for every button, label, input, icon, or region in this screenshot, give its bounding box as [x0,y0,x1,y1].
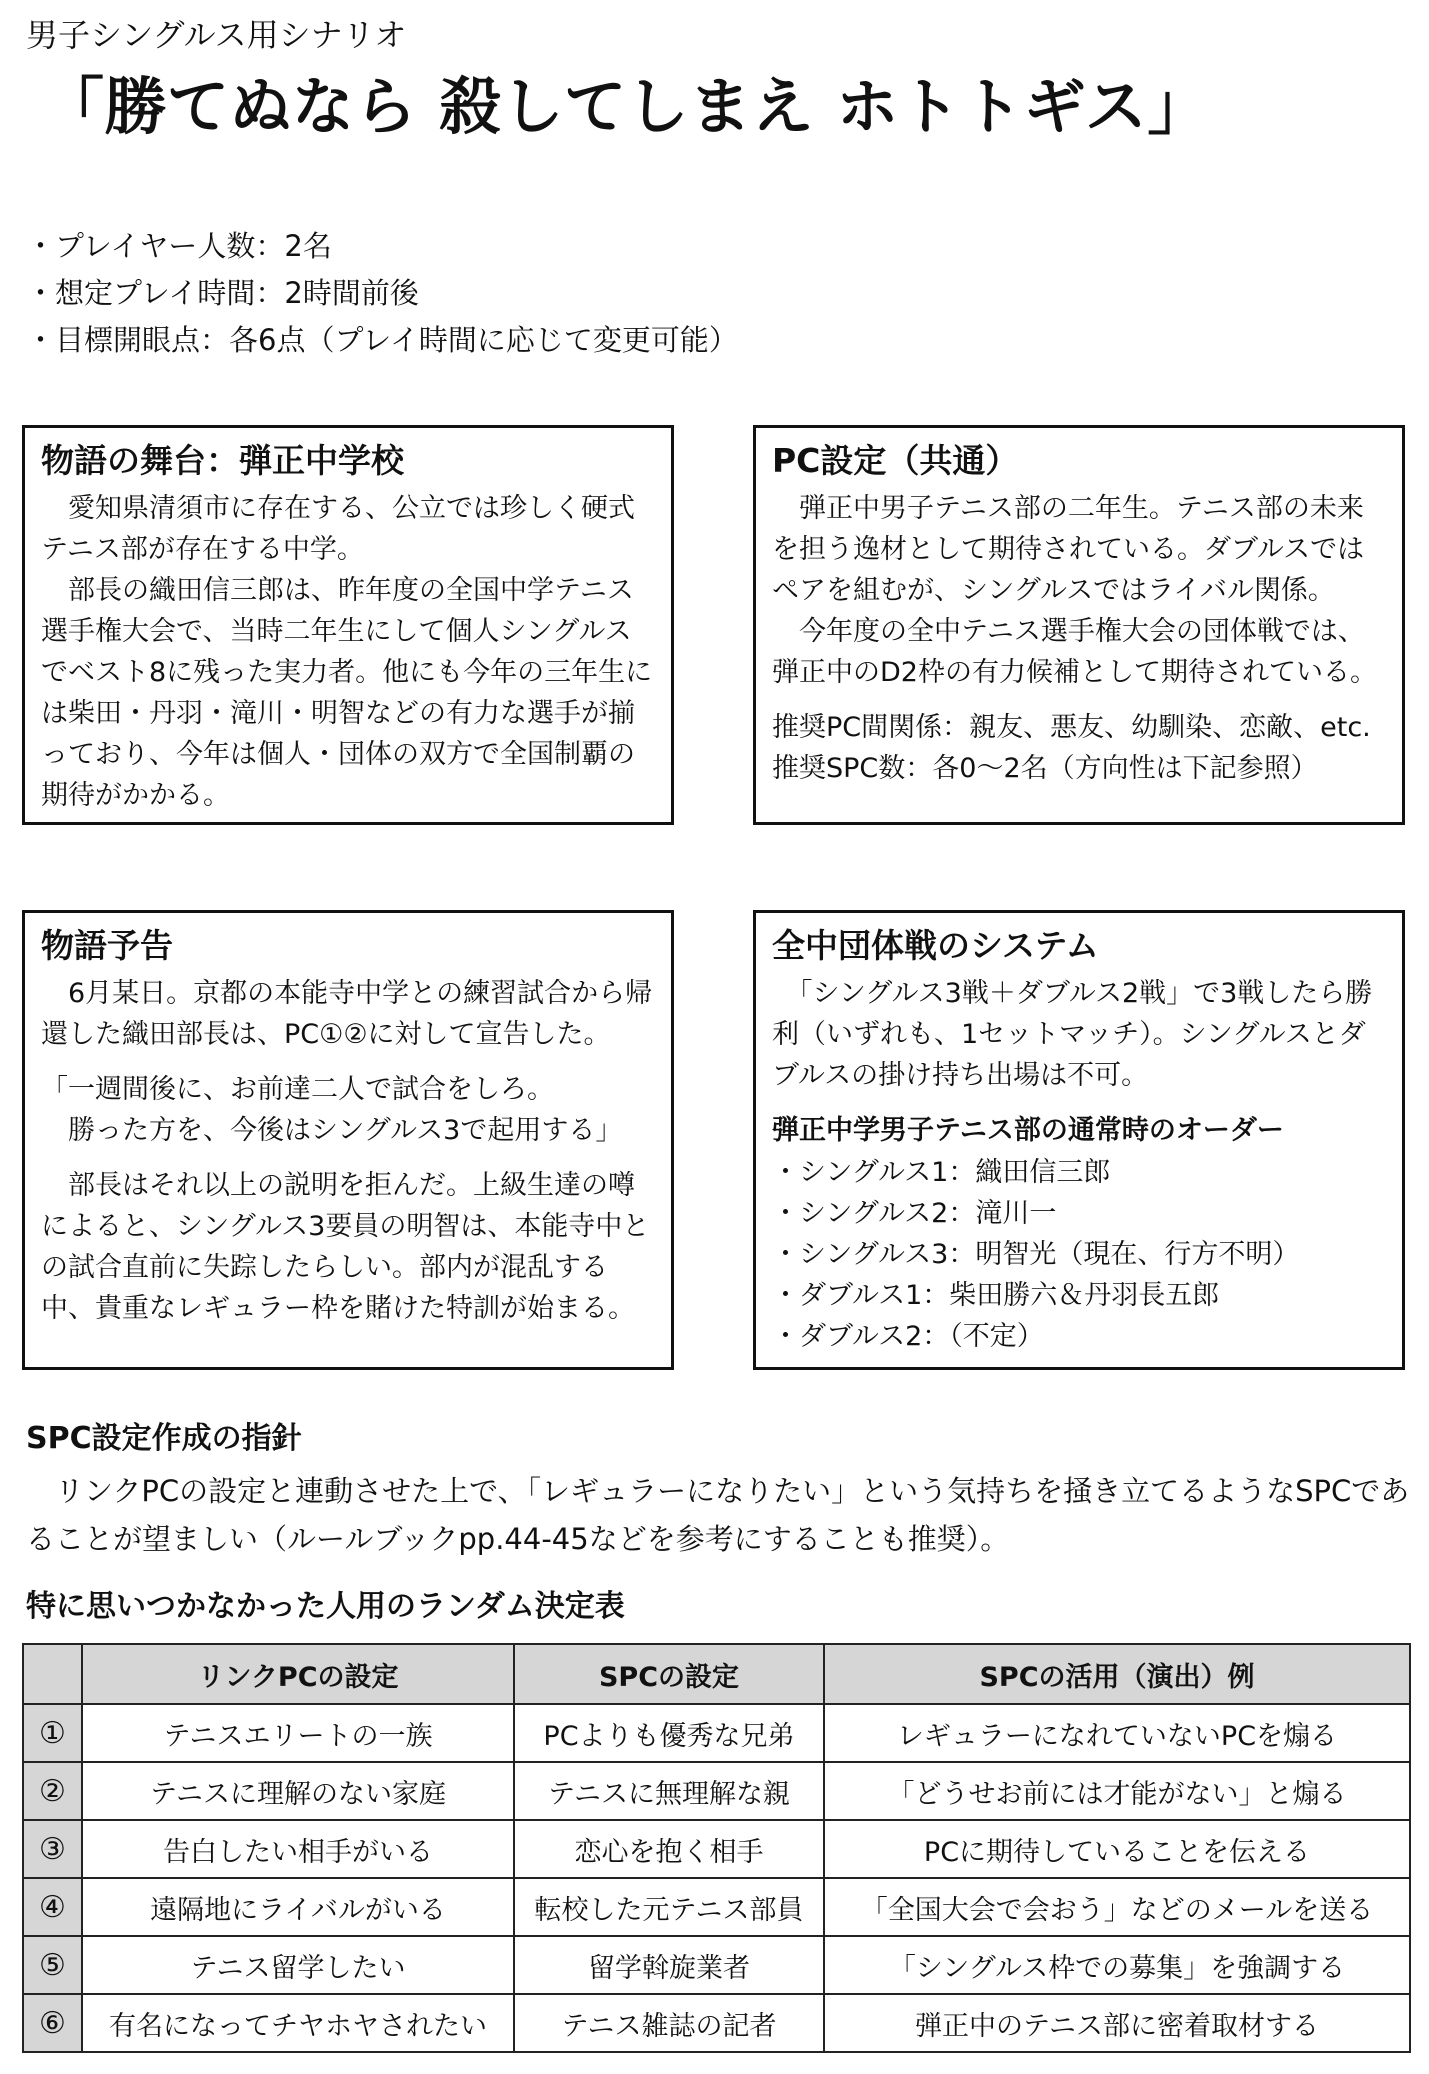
preview-box [22,910,674,1370]
row-number: ① [23,1704,82,1762]
system-paragraph: 「シングルス3戦＋ダブルス2戦」で3戦したら勝利（いずれも、1セットマッチ）。シングルスとダブルスの掛け持ち出場は不可。 [772,978,1373,1091]
column-header: SPCの活用（演出）例 [824,1644,1410,1704]
table-cell: 留学斡旋業者 [514,1936,824,1994]
column-header: リンクPCの設定 [82,1644,514,1704]
system-heading: 全中団体戦のシステム [772,926,1099,965]
table-cell: テニス留学したい [82,1936,514,1994]
scenario-subtitle: 男子シングルス用シナリオ [26,16,407,54]
preview-quote-line-1: 「一週間後に、お前達二人で試合をしろ。 [41,1074,554,1105]
random-table-heading: 特に思いつかなかった人用のランダム決定表 [26,1589,625,1624]
table-row [23,1704,1410,1762]
row-number: ② [23,1762,82,1820]
row-number: ⑥ [23,1994,82,2052]
info-target-points: ・目標開眼点：各6点（プレイ時間に応じて変更可能） [26,323,738,357]
list-item: ・シングルス2：滝川一 [772,1198,1057,1229]
row-number: ③ [23,1820,82,1878]
preview-paragraph-2: 部長はそれ以上の説明を拒んだ。上級生達の噂によると、シングルス3要員の明智は、本能寺中との試合直前に失踪したらしい。部内が混乱する中、貴重なレギュラー枠を賭けた特訓が始まる。 [41,1170,650,1324]
scenario-info [26,223,738,364]
pc-paragraph-1: 弾正中男子テニス部の二年生。テニス部の未来を担う逸材として期待されている。ダブルスではペアを組むが、シングルスではライバル関係。 [772,493,1365,606]
table-row [23,1878,1410,1936]
stage-paragraph-2: 部長の織田信三郎は、昨年度の全国中学テニス選手権大会で、当時二年生にして個人シングルスでベスト8に残った実力者。他にも今年の三年生には柴田・丹羽・滝川・明智などの有力な選手が揃っており、今年は個人・団体の双方で全国制覇の期待がかかる。 [41,575,653,811]
table-cell: 告白したい相手がいる [82,1820,514,1878]
system-box [753,910,1405,1370]
table-cell: 有名になってチヤホヤされたい [82,1994,514,2052]
table-cell: 転校した元テニス部員 [514,1878,824,1936]
table-cell: 「どうせお前には才能がない」と煽る [824,1762,1410,1820]
info-players: ・プレイヤー人数：2名 [26,229,332,263]
table-cell: PCに期待していることを伝える [824,1820,1410,1878]
table-cell: 遠隔地にライバルがいる [82,1878,514,1936]
order-heading: 弾正中学男子テニス部の通常時のオーダー [772,1115,1284,1146]
list-item: ・ダブルス2：（不定） [772,1321,1044,1352]
stage-box [22,425,674,825]
table-cell: テニス雑誌の記者 [514,1994,824,2052]
table-cell: テニスに無理解な親 [514,1762,824,1820]
table-cell: PCよりも優秀な兄弟 [514,1704,824,1762]
scenario-title: 「勝てぬなら 殺してしまえ ホトトギス」 [42,70,1210,143]
pc-spc-count: 推奨SPC数：各0〜2名（方向性は下記参照） [772,753,1318,784]
table-row [23,1994,1410,2052]
table-row [23,1762,1410,1820]
column-header [23,1644,82,1704]
table-cell: テニスエリートの一族 [82,1704,514,1762]
pc-heading: PC設定（共通） [772,441,1019,480]
preview-heading: 物語予告 [41,926,173,965]
table-row [23,1820,1410,1878]
info-playtime: ・想定プレイ時間：2時間前後 [26,276,419,310]
pc-box [753,425,1405,825]
preview-paragraph-1: 6月某日。京都の本能寺中学との練習試合から帰還した織田部長は、PC①②に対して宣告した。 [41,978,653,1050]
table-cell: 「全国大会で会おう」などのメールを送る [824,1878,1410,1936]
table-row [23,1936,1410,1994]
row-number: ⑤ [23,1936,82,1994]
table-cell: 恋心を抱く相手 [514,1820,824,1878]
stage-paragraph-1: 愛知県清須市に存在する、公立では珍しく硬式テニス部が存在する中学。 [41,493,635,565]
preview-quote-line-2: 勝った方を、今後はシングルス3で起用する」 [41,1115,623,1146]
order-list [772,1152,1386,1357]
stage-heading: 物語の舞台：弾正中学校 [41,441,404,480]
list-item: ・シングルス3：明智光（現在、行方不明） [772,1239,1300,1270]
list-item: ・シングルス1：織田信三郎 [772,1157,1111,1188]
spc-guide-heading: SPC設定作成の指針 [26,1421,302,1456]
random-table [22,1643,1411,2053]
spc-guide-body: リンクPCの設定と連動させた上で、「レギュラーになりたい」という気持ちを掻き立てるようなSPCであることが望ましい（ルールブックpp.44-45などを参考にすることも推奨）。 [26,1474,1410,1556]
table-cell: テニスに理解のない家庭 [82,1762,514,1820]
table-cell: レギュラーになれていないPCを煽る [824,1704,1410,1762]
table-cell: 弾正中のテニス部に密着取材する [824,1994,1410,2052]
table-cell: 「シングルス枠での募集」を強調する [824,1936,1410,1994]
pc-paragraph-2: 今年度の全中テニス選手権大会の団体戦では、弾正中のD2枠の有力候補として期待されている。 [772,616,1377,688]
row-number: ④ [23,1878,82,1936]
table-header-row [23,1644,1410,1704]
list-item: ・ダブルス1：柴田勝六＆丹羽長五郎 [772,1280,1220,1311]
column-header: SPCの設定 [514,1644,824,1704]
pc-relations: 推奨PC間関係：親友、悪友、幼馴染、恋敵、etc. [772,712,1371,743]
